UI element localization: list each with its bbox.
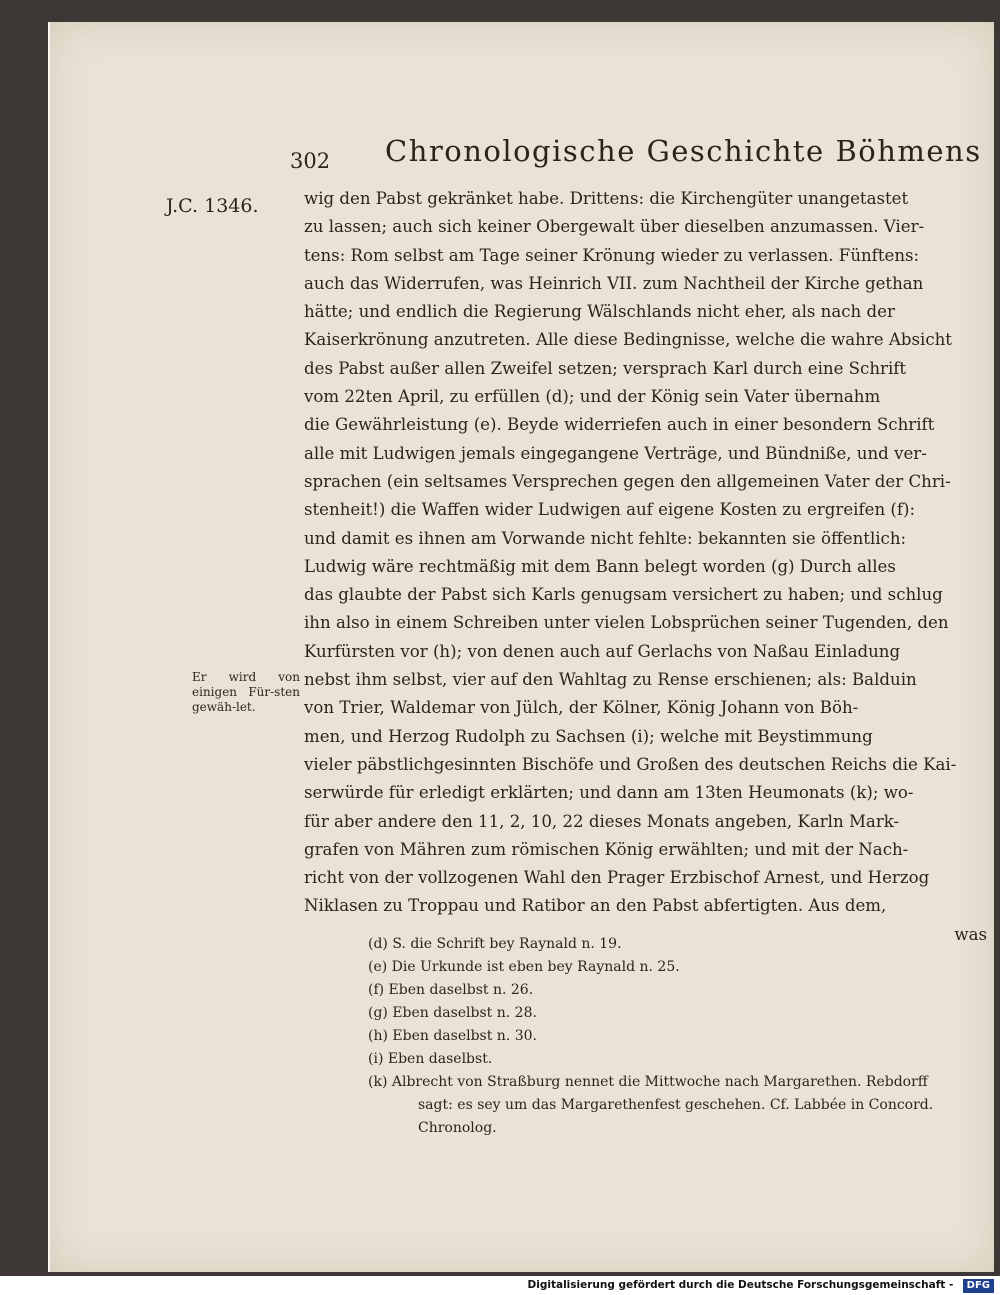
- year-marginal-note: J.C. 1346.: [166, 195, 259, 217]
- footnote-continuation: sagt: es sey um das Margarethenfest geschehen. Cf. Labbée in Concord.: [418, 1097, 934, 1113]
- text-line: zu lassen; auch sich keiner Obergewalt über dieselben anzumassen. Vier-: [304, 217, 925, 237]
- text-line: sprachen (ein seltsames Versprechen gegen den allgemeinen Vater der Chri-: [304, 471, 951, 491]
- text-line: tens: Rom selbst am Tage seiner Krönung wieder zu verlassen. Fünftens:: [304, 245, 920, 265]
- text-line: vieler päbstlichgesinnten Bischöfe und Großen des deutschen Reichs die Kai-: [304, 754, 957, 774]
- main-text: [304, 185, 987, 949]
- text-line: nebst ihm selbst, vier auf den Wahltag zu Rense erschienen; als: Balduin: [304, 670, 917, 690]
- text-line: men, und Herzog Rudolph zu Sachsen (i); welche mit Beystimmung: [304, 726, 873, 746]
- text-line: Kurfürsten vor (h); von denen auch auf Gerlachs von Naßau Einladung: [304, 641, 901, 661]
- footnote: (k) Albrecht von Straßburg nennet die Mittwoche nach Margarethen. Rebdorff: [368, 1074, 928, 1090]
- text-line: stenheit!) die Waffen wider Ludwigen auf eigene Kosten zu ergreifen (f):: [304, 500, 916, 520]
- text-line: hätte; und endlich die Regierung Wälschlands nicht eher, als nach der: [304, 302, 895, 322]
- text-line: serwürde für erledigt erklärten; und dann am 13ten Heumonats (k); wo-: [304, 783, 914, 803]
- side-marginal-note: Er wird von einigen Für-sten gewäh-let.: [192, 670, 300, 714]
- dfg-logo: DFG: [963, 1279, 994, 1293]
- text-line: von Trier, Waldemar von Jülch, der Kölner, König Johann von Böh-: [304, 698, 859, 718]
- funding-footer: [0, 1276, 1000, 1295]
- text-line: ihn also in einem Schreiben unter vielen Lobsprüchen seiner Tugenden, den: [304, 613, 949, 633]
- book-page: [48, 22, 994, 1272]
- running-head: Chronologische Geschichte Böhmens: [385, 134, 982, 168]
- text-line: des Pabst außer allen Zweifel setzen; versprach Karl durch eine Schrift: [304, 358, 907, 378]
- footnote: (f) Eben daselbst n. 26.: [368, 982, 534, 998]
- footnote: (g) Eben daselbst n. 28.: [368, 1005, 537, 1021]
- footnote: (i) Eben daselbst.: [368, 1051, 493, 1067]
- text-line: grafen von Mähren zum römischen König erwählten; und mit der Nach-: [304, 839, 909, 859]
- text-line: alle mit Ludwigen jemals eingegangene Verträge, und Bündniße, und ver-: [304, 443, 927, 463]
- footnote: (d) S. die Schrift bey Raynald n. 19.: [368, 936, 622, 952]
- text-line: für aber andere den 11, 2, 10, 22 dieses Monats angeben, Karln Mark-: [304, 811, 900, 831]
- footnote: (h) Eben daselbst n. 30.: [368, 1028, 537, 1044]
- text-line: und damit es ihnen am Vorwande nicht fehlte: bekannten sie öffentlich:: [304, 528, 907, 548]
- text-line: richt von der vollzogenen Wahl den Prager Erzbischof Arnest, und Herzog: [304, 868, 930, 888]
- text-line: das glaubte der Pabst sich Karls genugsam versichert zu haben; und schlug: [304, 585, 943, 605]
- text-line: die Gewährleistung (e). Beyde widerriefen auch in einer besondern Schrift: [304, 415, 935, 435]
- footnotes: [368, 933, 990, 1140]
- page-number: 302: [290, 149, 331, 173]
- text-line: wig den Pabst gekränket habe. Drittens: die Kirchengüter unangetastet: [304, 189, 909, 208]
- text-line: Niklasen zu Troppau und Ratibor an den Pabst abfertigten. Aus dem,: [304, 896, 887, 916]
- text-line: Ludwig wäre rechtmäßig mit dem Bann belegt worden (g) Durch alles: [304, 556, 896, 576]
- text-line: Kaiserkrönung anzutreten. Alle diese Bedingnisse, welche die wahre Absicht: [304, 330, 952, 350]
- text-line: auch das Widerrufen, was Heinrich VII. zum Nachtheil der Kirche gethan: [304, 273, 924, 293]
- footnote: (e) Die Urkunde ist eben bey Raynald n. 25.: [368, 959, 680, 975]
- catchword: was: [954, 924, 987, 944]
- text-line: vom 22ten April, zu erfüllen (d); und der König sein Vater übernahm: [304, 387, 881, 407]
- footnote-continuation: Chronolog.: [418, 1120, 497, 1136]
- funding-text: Digitalisierung gefördert durch die Deutsche Forschungsgemeinschaft -: [527, 1279, 954, 1291]
